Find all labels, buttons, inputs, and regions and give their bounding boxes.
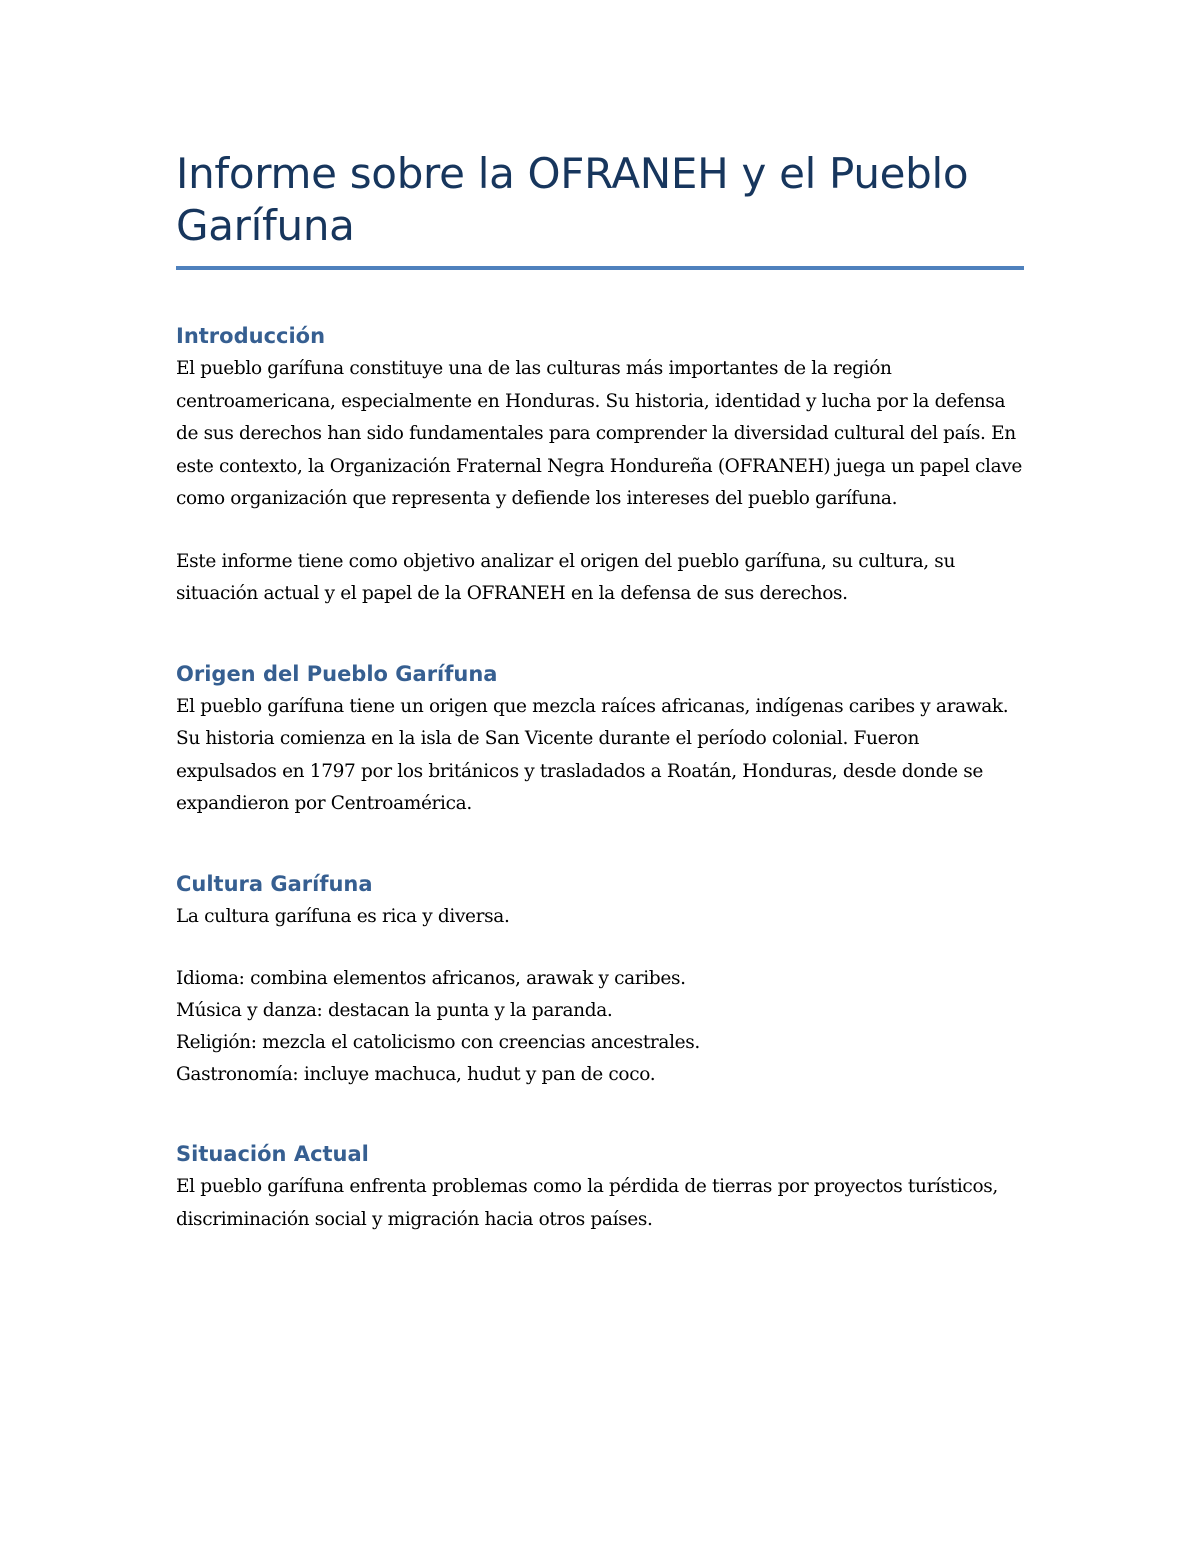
section-heading: Cultura Garífuna — [176, 871, 373, 896]
paragraph: El pueblo garífuna enfrenta problemas como la pérdida de tierras por proyectos turísticos, discriminación social y migración hacia otros países. — [176, 1176, 998, 1230]
paragraph: La cultura garífuna es rica y diversa. — [176, 905, 510, 927]
list-item: Gastronomía: incluye machuca, hudut y pan de coco. — [176, 1064, 656, 1085]
paragraph: El pueblo garífuna tiene un origen que mezcla raíces africanas, indígenas caribes y arawak. Su historia comienza en la isla de San Vicente durante el período colonial. Fueron expulsados en 1797 por los británicos y trasladados a Roatán, Honduras, desde donde se expandieron por Centroamérica. — [176, 695, 1009, 814]
section-heading: Introducción — [176, 324, 326, 348]
section-heading: Situación Actual — [176, 1142, 369, 1166]
paragraph: Este informe tiene como objetivo analizar el origen del pueblo garífuna, su cultura, su situación actual y el papel de la OFRANEH en la defensa de sus derechos. — [176, 550, 956, 604]
section-cultura — [176, 869, 1024, 1092]
section-introduccion — [176, 321, 1024, 611]
document-title: Informe sobre la OFRANEH y el Pueblo Garífuna — [176, 148, 1024, 270]
list-item: Música y danza: destacan la punta y la paranda. — [176, 1000, 613, 1021]
section-origen — [176, 659, 1024, 821]
list-item: Idioma: combina elementos africanos, arawak y caribes. — [176, 968, 686, 989]
document-page — [176, 148, 1024, 1236]
culture-list — [176, 963, 1024, 1091]
paragraph: El pueblo garífuna constituye una de las culturas más importantes de la región centroamericana, especialmente en Honduras. Su historia, identidad y lucha por la defensa de sus derechos han sido fundamentales para comprender la diversidad cultural del país. En este contexto, la Organización Fraternal Negra Hondureña (OFRANEH) juega un papel clave como organización que representa y defiende los intereses del pueblo garífuna. — [176, 358, 1022, 509]
section-heading: Origen del Pueblo Garífuna — [176, 661, 498, 686]
list-item: Religión: mezcla el catolicismo con creencias ancestrales. — [176, 1032, 700, 1053]
section-situacion — [176, 1139, 1024, 1236]
